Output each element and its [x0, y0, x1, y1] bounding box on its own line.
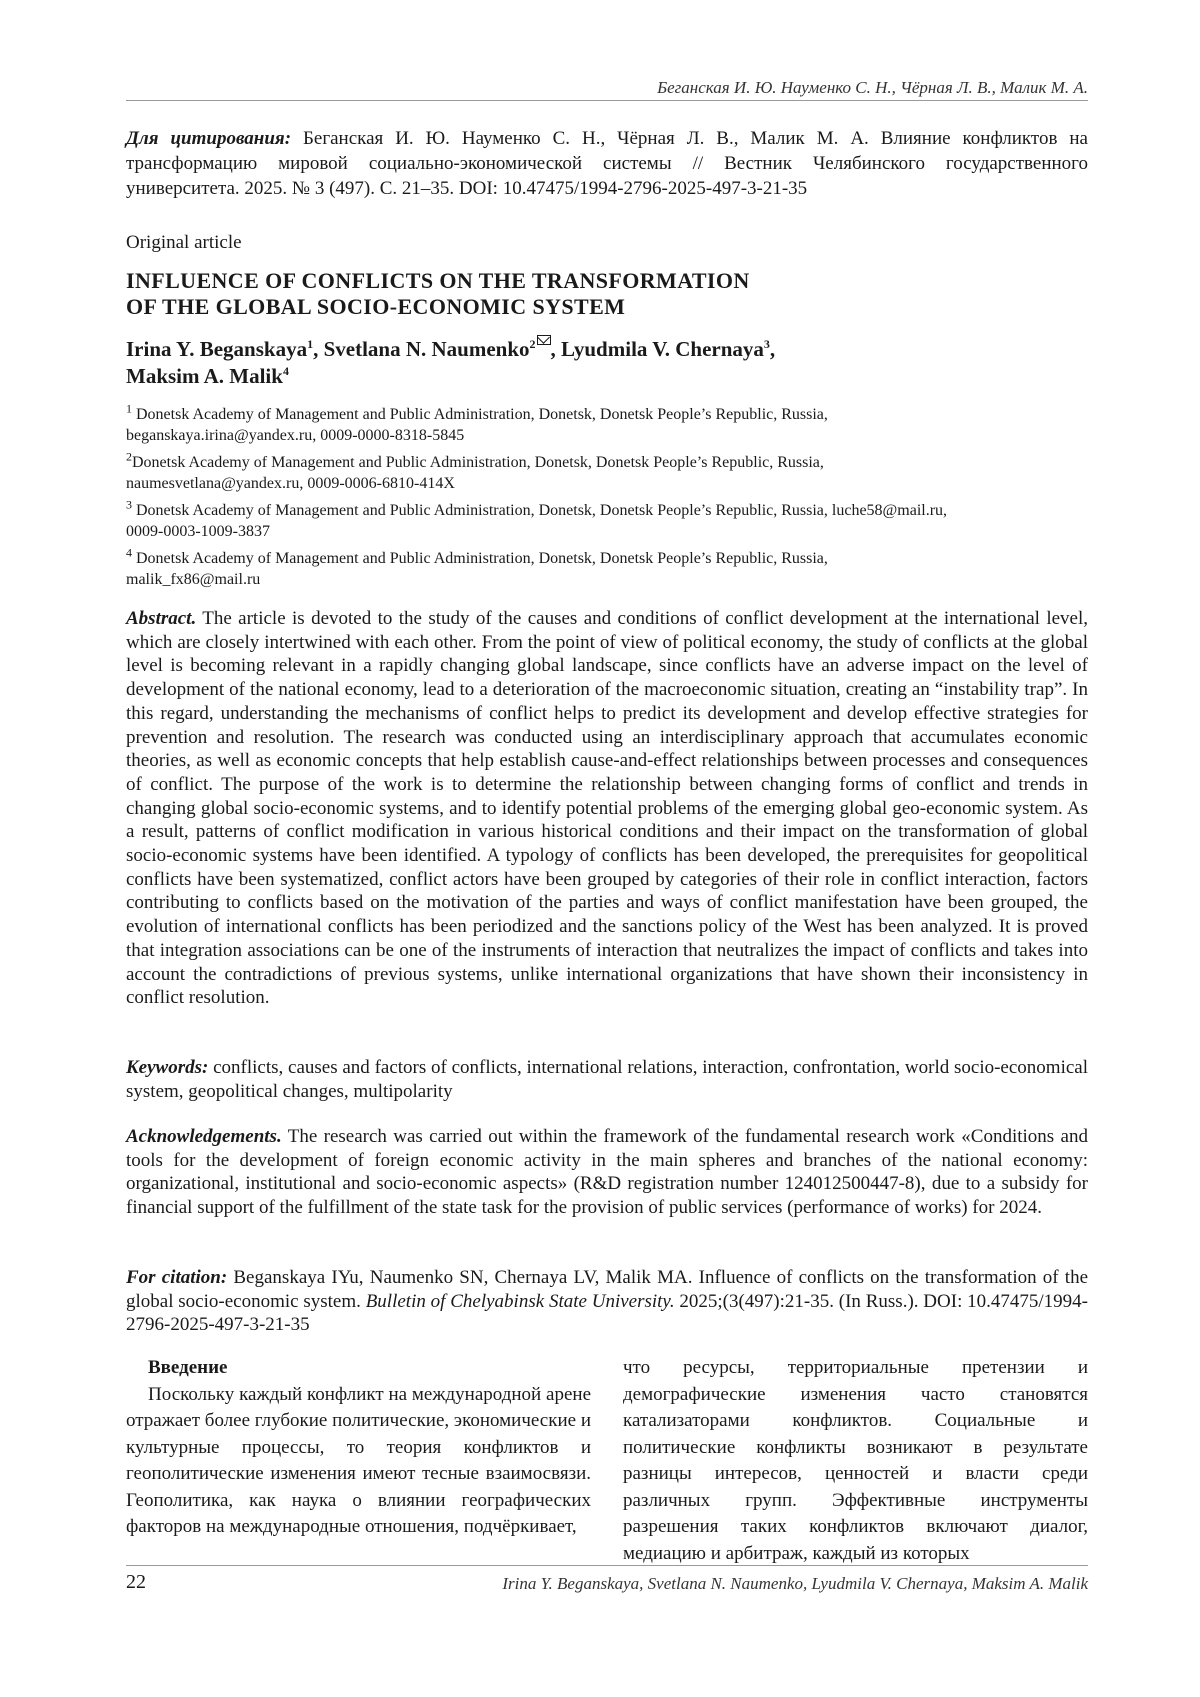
author-separator: ,: [769, 337, 776, 361]
keywords: [126, 1056, 1088, 1103]
affiliation-number: 4: [126, 545, 132, 560]
article-title: [126, 268, 886, 320]
abstract-text: The article is devoted to the study of the causes and conditions of conflict development at the international level, which are closely intertwined with each other. From the point of view of political economy, the study of conflicts at the global level is becoming relevant in a rapidly changing global landscape, since conflicts have an adverse impact on the level of development of the national economy, lead to a deterioration of the macroeconomic situation, creating an “instability trap”. In this regard, understanding the mechanisms of conflict helps to predict its development and develop effective strategies for prevention and resolution. The research was conducted using an interdisciplinary approach that accumulates economic theories, as well as economic concepts that help establish cause-and-effect relationships between processes and consequences of conflict. The purpose of the work is to determine the relationship between changing forms of conflict and trends in changing global socio-economic systems, and to identify potential problems of the emerging global geo-economic system. As a result, patterns of conflict modification in various historical conditions and their impact on the transformation of global socio-economic systems have been identified. A typology of conflicts has been developed, the prerequisites for geopolitical conflicts have been systematized, conflict actors have been grouped by categories of their role in conflict interaction, factors contributing to conflicts based on the motivation of the parties and ways of conflict manifestation have been grouped, the evolution of international conflicts has been periodized and the sanctions policy of the West has been analyzed. It is proved that integration associations can be one of the instruments of interaction that neutralizes the impact of conflicts and takes into account the contradictions of previous systems, unlike international organizations that have shown their inconsistency in conflict resolution.: [126, 608, 1088, 1009]
running-head: Беганская И. Ю. Науменко С. Н., Чёрная Л. В., Малик М. А.: [657, 78, 1088, 97]
affiliation-number: 2: [126, 449, 132, 464]
for-citation-text-tail: 2025;(3(497):21-35. (In Russ.). DOI: 10.47475/1994-2796-2025-497-3-21-35: [126, 1290, 1089, 1336]
title-line-1: INFLUENCE OF CONFLICTS ON THE TRANSFORMATION: [126, 268, 750, 293]
affiliation-number: 1: [126, 401, 132, 416]
intro-right-text: что ресурсы, территориальные претензии и демографические изменения часто становятся катализаторами конфликтов. Социальные и политические конфликты возникают в результате разницы интересов, ценностей и власти среди различных групп. Эффективные инструменты разрешения таких конфликтов включают диалог, медиацию и арбитраж, каждый из которых: [623, 1357, 1088, 1564]
author-sup: 1: [307, 337, 314, 351]
citation-ru-label: Для цитирования:: [126, 128, 292, 149]
acknowledgements-text: The research was carried out within the framework of the fundamental research work «Conditions and tools for the development of foreign economic activity in the main spheres and branches of the national economy: organizational, institutional and socio-economic aspects» (R&D registration number 124012500447-8), due to a subsidy for financial support of the fulfillment of the state task for the provision of public services (performance of works) for 2024.: [126, 1126, 1088, 1219]
author-name: Svetlana N. Naumenko: [323, 337, 530, 361]
affiliation-2: [126, 449, 1088, 494]
affiliation-text: Donetsk Academy of Management and Public Administration, Donetsk, Donetsk People’s Republic, Russia,: [132, 550, 828, 567]
header-rule: [126, 100, 1088, 101]
acknowledgements-label: Acknowledgements.: [126, 1126, 282, 1147]
author-name: Maksim A. Malik: [126, 364, 283, 388]
footer-authors: Irina Y. Beganskaya, Svetlana N. Naumenko, Lyudmila V. Chernaya, Maksim A. Malik: [502, 1574, 1088, 1593]
intro-left-text: Поскольку каждый конфликт на международной арене отражает более глубокие политические, экономические и культурные процессы, то теория конфликтов и геополитические изменения имеют тесные взаимосвязи. Геополитика, как наука о влиянии географических факторов на международные отношения, подчёркивает,: [126, 1383, 591, 1537]
author-list: [126, 336, 1026, 390]
envelope-icon: [537, 335, 551, 345]
affiliation-number: 3: [126, 497, 132, 512]
intro-heading: Введение: [148, 1357, 228, 1378]
abstract: [126, 607, 1088, 1010]
intro-right-column: [623, 1355, 1088, 1567]
author-separator: ,: [550, 337, 562, 361]
affiliation-3: [126, 497, 1088, 542]
author-sup: 3: [763, 337, 770, 351]
author-sup: 2: [529, 337, 536, 351]
citation-ru-text: Беганская И. Ю. Науменко С. Н., Чёрная Л. В., Малик М. А. Влияние конфликтов на трансформацию мировой социально-экономической системы // Вестник Челябинского государственного университета. 2025. № 3 (497). С. 21–35. DOI: 10.47475/1994-2796-2025-497-3-21-35: [126, 128, 1088, 199]
affiliation-contact: naumesvetlana@yandex.ru, 0009-0006-6810-414X: [126, 475, 455, 492]
keywords-text: conflicts, causes and factors of conflicts, international relations, interaction, confrontation, world socio-economical system, geopolitical changes, multipolarity: [126, 1057, 1088, 1102]
affiliation-text: Donetsk Academy of Management and Public Administration, Donetsk, Donetsk People’s Republic, Russia,: [132, 454, 824, 471]
author-name: Irina Y. Beganskaya: [126, 337, 308, 361]
author-sup: 4: [282, 364, 289, 378]
affiliation-contact: beganskaya.irina@yandex.ru, 0009-0000-8318-5845: [126, 427, 465, 444]
footer-rule: [126, 1565, 1088, 1566]
page-number: 22: [126, 1571, 146, 1593]
affiliation-text: Donetsk Academy of Management and Public Administration, Donetsk, Donetsk People’s Republic, Russia, luche58@mail.ru,: [132, 502, 948, 519]
citation-ru: [126, 126, 1088, 201]
affiliation-1: [126, 401, 1088, 446]
affiliation-text: Donetsk Academy of Management and Public Administration, Donetsk, Donetsk People’s Republic, Russia,: [132, 406, 828, 423]
for-citation: [126, 1266, 1088, 1337]
affiliation-contact: 0009-0003-1009-3837: [126, 523, 270, 540]
author-name: Lyudmila V. Chernaya: [561, 337, 764, 361]
affiliation-contact: malik_fx86@mail.ru: [126, 571, 261, 588]
article-type: Original article: [126, 232, 242, 253]
for-citation-label: For citation:: [126, 1267, 228, 1288]
title-line-2: OF THE GLOBAL SOCIO-ECONOMIC SYSTEM: [126, 294, 626, 319]
acknowledgements: [126, 1125, 1088, 1220]
affiliations: [126, 401, 1088, 596]
keywords-label: Keywords:: [126, 1057, 209, 1078]
abstract-label: Abstract.: [126, 608, 197, 629]
for-citation-text: Beganskaya IYu, Naumenko SN, Chernaya LV, Malik MA. Influence of conflicts on the transformation of the global socio-economic system.: [126, 1267, 1089, 1312]
affiliation-4: [126, 545, 1088, 590]
intro-left-column: [126, 1355, 591, 1541]
journal-name: Bulletin of Chelyabinsk State University.: [365, 1290, 675, 1312]
author-separator: ,: [313, 337, 324, 361]
